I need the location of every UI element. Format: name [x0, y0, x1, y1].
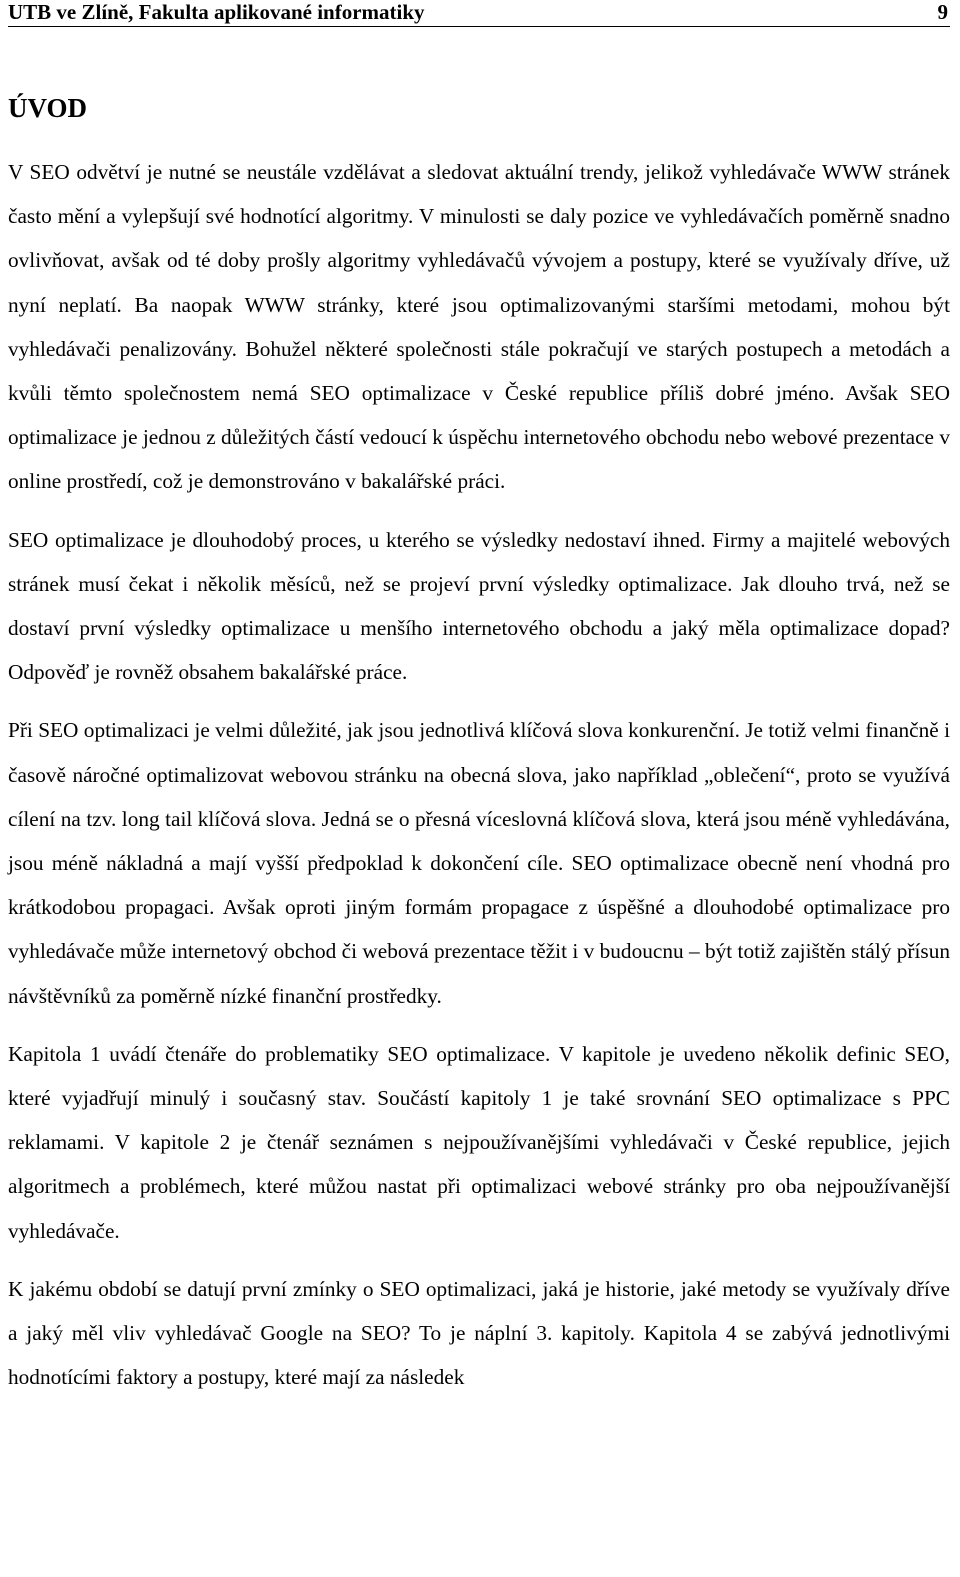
paragraph-process: SEO optimalizace je dlouhodobý proces, u kterého se výsledky nedostaví ihned. Firmy a majitelé webových stránek musí čekat i několik měsíců, než se projeví první výsledky optimalizace. Jak dlouho trvá, než se dostaví první výsledky optimalizace u menšího internetového obchodu a jaký měla optimalizace dopad? Odpověď je rovněž obsahem bakalářské práce. [8, 527, 950, 685]
chapter-title: ÚVOD [8, 93, 87, 123]
paragraph-keywords: Při SEO optimalizaci je velmi důležité, jak jsou jednotlivá klíčová slova konkurenční. Je totiž velmi finančně i časově náročné optimalizovat webovou stránku na obecná slova, jako například „oblečení“, proto se využívá cílení na tzv. long tail klíčová slova. Jedná se o přesná víceslovná klíčová slova, která jsou méně vyhledávána, jsou méně nákladná a mají vyšší předpoklad k dokončení cíle. SEO optimalizace obecně není vhodná pro krátkodobou propagaci. Avšak oproti jiným formám propagace z úspěšné a dlouhodobé optimalizace pro vyhledávače může internetový obchod či webová prezentace těžit i v budoucnu – být totiž zajištěn stálý přísun návštěvníků za poměrně nízké finanční prostředky. [8, 718, 950, 1008]
paragraph-chapters-3-4: K jakému období se datují první zmínky o SEO optimalizaci, jaká je historie, jaké metody se využívaly dříve a jaký měl vliv vyhledávač Google na SEO? To je náplní 3. kapitoly. Kapitola 4 se zabývá jednotlivými hodnotícími faktory a postupy, které mají za následek [8, 1276, 950, 1390]
paragraph-chapters-1-2: Kapitola 1 uvádí čtenáře do problematiky SEO optimalizace. V kapitole je uvedeno několik definic SEO, které vyjadřují minulý i současný stav. Součástí kapitoly 1 je také srovnání SEO optimalizace s PPC reklamami. V kapitole 2 je čtenář seznámen s nejpoužívanějšími vyhledávači v České republice, jejich algoritmech a problémech, které můžou nastat při optimalizaci webové stránky pro oba nejpoužívanější vyhledávače. [8, 1041, 950, 1243]
header-title: UTB ve Zlíně, Fakulta aplikované informatiky [8, 0, 425, 24]
paragraph-intro: V SEO odvětví je nutné se neustále vzdělávat a sledovat aktuální trendy, jelikož vyhledávače WWW stránek často mění a vylepšují své hodnotící algoritmy. V minulosti se daly pozice ve vyhledávačích poměrně snadno ovlivňovat, avšak od té doby prošly algoritmy vyhledávačů vývojem a postupy, které se využívaly dříve, už nyní neplatí. Ba naopak WWW stránky, které jsou optimalizovanými staršími metodami, mohou být vyhledávači penalizovány. Bohužel některé společnosti stále pokračují ve starých postupech a metodách a kvůli těmto společnostem nemá SEO optimalizace v České republice příliš dobré jméno. Avšak SEO optimalizace je jednou z důležitých částí vedoucí k úspěchu internetového obchodu nebo webové prezentace v online prostředí, což je demonstrováno v bakalářské práci. [8, 160, 950, 494]
body-text [8, 150, 950, 1413]
page-number: 9 [937, 0, 948, 24]
running-header [8, 0, 950, 27]
